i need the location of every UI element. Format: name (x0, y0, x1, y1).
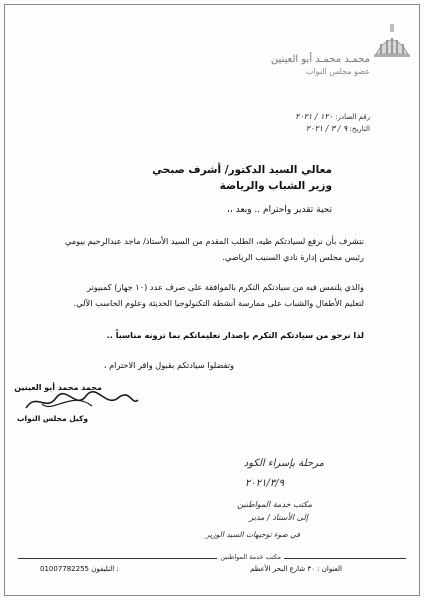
parliament-logo-icon (370, 14, 414, 66)
signature-name: محمد محمد أبو العينين (14, 383, 102, 392)
paragraph-1-line-1: نتشرف بأن نرفع لسيادتكم طيه، الطلب المقدم من السيد الأستاذ/ ماجد عبدالرحيم بيومي (64, 236, 364, 246)
paragraph-1-line-2: رئيس مجلس إدارة نادي السنيب الرياضي. (222, 252, 364, 262)
footer-phone-number: 01007782255 (40, 565, 89, 573)
reference-line: رقم الصادر: ١٢٠ / ٢٠٢١ (295, 112, 370, 121)
handwritten-note-3: إلى الأستاذ / مدير (249, 513, 308, 522)
closing-line: وتفضلوا سيادتكم بقبول وافر الاحترام ، (103, 360, 234, 370)
handwritten-note-1: مرحلة بإسراء الكود (243, 458, 324, 469)
footer-phone-label: التليفون : (91, 565, 119, 573)
reference-label: رقم الصادر (337, 113, 370, 121)
paragraph-2-line-1: والذي يلتمس فيه من سيادتكم التكرم بالموافقة على صرف عدد (١٠ جهاز) كمبيوتر (87, 282, 364, 292)
signature-title: وكيل مجلس النواب (17, 414, 88, 423)
handwritten-signature (22, 388, 142, 416)
addressee-title: وزير الشباب والرياضة (219, 180, 332, 192)
date-value: ٩ / ٣ / ٢٠٢١ (305, 124, 348, 133)
footer-address: العنوان : ٣٠ شارع البحر الأعظم (250, 565, 342, 573)
date-line: التاريخ: ٩ / ٣ / ٢٠٢١ (305, 124, 370, 133)
handwritten-note-4: في ضوء توجيهات السيد الوزير (205, 530, 300, 539)
date-label: التاريخ (351, 125, 370, 133)
letterhead-name: محمـد محمـد أبو العينين (270, 54, 370, 65)
footer-office: مكتب خدمة المواطنين (217, 553, 284, 561)
footer-divider (18, 558, 406, 559)
addressee-name: معالي السيد الدكتور/ أشرف صبحي (152, 164, 332, 176)
handwritten-date: ٢٠٢١/٣/٩ (245, 478, 284, 489)
greeting: تحية تقدير واحترام .. وبعد ،، (226, 205, 332, 215)
paragraph-2-line-2: لتعليم الأطفال والشباب على ممارسة أنشطة التكنولوجيا الحديثة وعلوم الحاسب الآلي. (73, 298, 364, 308)
request-line: لذا نرجو من سيادتكم التكرم بإصدار تعليماتكم بما ترونه مناسباً .. (106, 330, 364, 340)
footer-phone-line (40, 565, 119, 573)
reference-value: ١٢٠ / ٢٠٢١ (295, 112, 334, 121)
handwritten-note-2: مكتب خدمة المواطنين (237, 500, 312, 509)
letterhead-title: عضو مجلس النواب (305, 67, 370, 76)
